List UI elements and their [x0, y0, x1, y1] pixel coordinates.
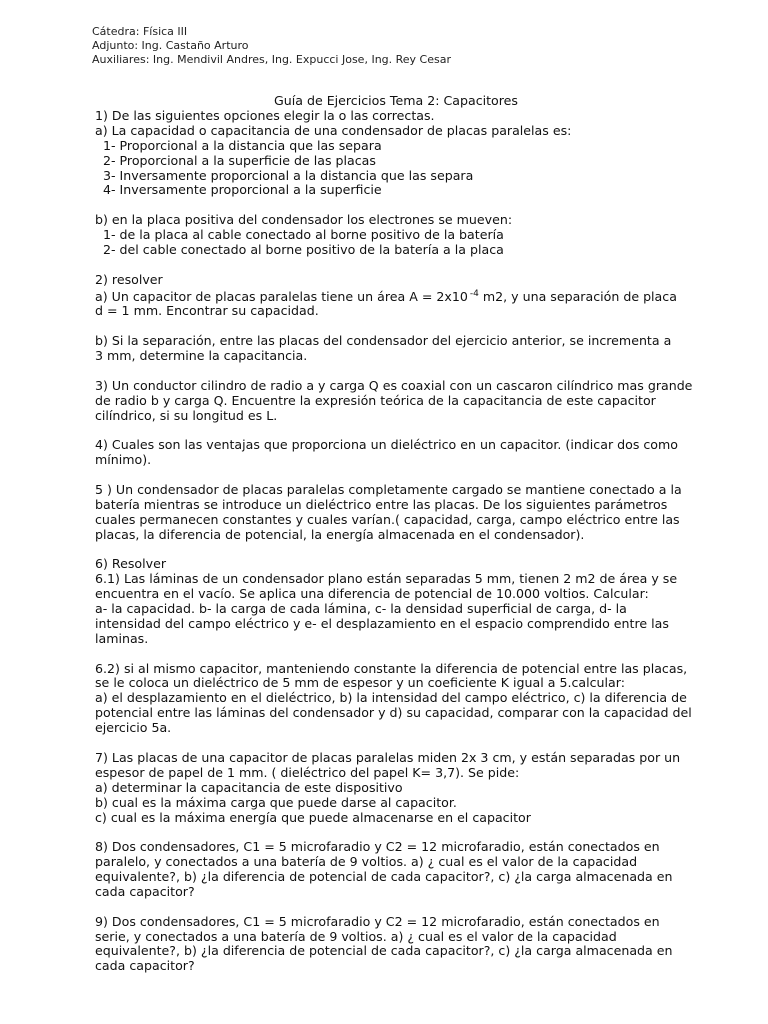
q6-2-line: ejercicio 5a.	[95, 720, 172, 736]
q1b-option: 2- del cable conectado al borne positivo de la batería a la placa	[103, 241, 504, 257]
q2a-line	[95, 290, 725, 305]
header-adjunto: Adjunto: Ing. Castaño Arturo	[92, 39, 249, 52]
q6-2-line: a) el desplazamiento en el dieléctrico, b) la intensidad del campo eléctrico, c) la diferencia de	[95, 690, 687, 706]
q8-line: cada capacitor?	[95, 883, 195, 899]
q9-line: 9) Dos condensadores, C1 = 5 microfaradio y C2 = 12 microfaradio, están conectados en	[95, 913, 660, 929]
q6-1-line: encuentra en el vacío. Se aplica una diferencia de potencial de 10.000 voltios. Calcular:	[95, 586, 649, 602]
q4-line: 4) Cuales son las ventajas que proporciona un dieléctrico en un capacitor. (indicar dos como	[95, 437, 678, 453]
q6-1-line: 6.1) Las láminas de un condensador plano están separadas 5 mm, tienen 2 m2 de área y se	[95, 571, 678, 587]
q9-line: equivalente?, b) ¿la diferencia de potencial de cada capacitor?, c) ¿la carga almacenada en	[95, 943, 673, 959]
q2a-exponent: -4	[469, 288, 479, 299]
q3-line: de radio b y carga Q. Encuentre la expresión teórica de la capacitancia de este capacitor	[95, 392, 656, 408]
q6-1-line: intensidad del campo eléctrico y e- el desplazamiento en el espacio comprendido entre las	[95, 615, 669, 631]
q9-line: cada capacitor?	[95, 958, 195, 974]
q6-1-line: laminas.	[95, 630, 149, 646]
q1a-option: 3- Inversamente proporcional a la distancia que las separa	[103, 167, 474, 183]
q3-line: 3) Un conductor cilindro de radio a y carga Q es coaxial con un cascaron cilíndrico mas grande	[95, 377, 693, 393]
q5-line: 5 ) Un condensador de placas paralelas completamente cargado se mantiene conectado a la	[95, 481, 682, 497]
q7-line: c) cual es la máxima energía que puede almacenarse en el capacitor	[95, 809, 531, 825]
q5-line: batería mientras se introduce un dieléctrico entre las placas. De los siguientes parámetros	[95, 496, 668, 512]
q2a-pre: a) Un capacitor de placas paralelas tiene un área A = 2x10	[95, 288, 468, 304]
q7-line: a) determinar la capacitancia de este dispositivo	[95, 779, 403, 795]
q5-line: placas, la diferencia de potencial, la energía almacenada en el condensador).	[95, 526, 585, 542]
q1b-text: b) en la placa positiva del condensador los electrones se mueven:	[95, 212, 513, 228]
q2a-line: d = 1 mm. Encontrar su capacidad.	[95, 303, 319, 319]
q2b-line: 3 mm, determine la capacitancia.	[95, 348, 308, 364]
q1a-option: 4- Inversamente proporcional a la superficie	[103, 182, 382, 198]
q7-line: 7) Las placas de una capacitor de placas paralelas miden 2x 3 cm, y están separadas por un	[95, 749, 681, 765]
q1-intro: 1) De las siguientes opciones elegir la o las correctas.	[95, 107, 435, 123]
q6-intro: 6) Resolver	[95, 556, 167, 572]
page-title: Guía de Ejercicios Tema 2: Capacitores	[274, 93, 518, 108]
exercise-list	[95, 94, 725, 974]
q6-2-line: 6.2) si al mismo capacitor, manteniendo constante la diferencia de potencial entre las placas,	[95, 660, 688, 676]
q3-line: cilíndrico, si su longitud es L.	[95, 407, 278, 423]
q5-line: cuales permanecen constantes y cuales varían.( capacidad, carga, campo eléctrico entre las	[95, 511, 680, 527]
q4-line: mínimo).	[95, 452, 152, 468]
q6-2-line: se le coloca un dieléctrico de 5 mm de espesor y un coeficiente K igual a 5.calcular:	[95, 675, 625, 691]
q6-1-line: a- la capacidad. b- la carga de cada lámina, c- la densidad superficial de carga, d- la	[95, 601, 627, 617]
q9-line: serie, y conectados a una batería de 9 voltios. a) ¿ cual es el valor de la capacidad	[95, 928, 617, 944]
q8-line: equivalente?, b) ¿la diferencia de potencial de cada capacitor?, c) ¿la carga almacenada en	[95, 869, 673, 885]
document-header	[92, 25, 451, 67]
q7-line: espesor de papel de 1 mm. ( dieléctrico del papel K= 3,7). Se pide:	[95, 764, 520, 780]
q6-2-line: potencial entre las láminas del condensador y d) su capacidad, comparar con la capacidad del	[95, 705, 692, 721]
q1a-option: 1- Proporcional a la distancia que las separa	[103, 137, 382, 153]
q8-line: paralelo, y conectados a una batería de 9 voltios. a) ¿ cual es el valor de la capacidad	[95, 854, 638, 870]
q8-line: 8) Dos condensadores, C1 = 5 microfaradio y C2 = 12 microfaradio, están conectados en	[95, 839, 660, 855]
q2a-post: m2, y una separación de placa	[478, 288, 677, 304]
header-catedra: Cátedra: Física III	[92, 25, 188, 38]
q7-line: b) cual es la máxima carga que puede darse al capacitor.	[95, 794, 457, 810]
q1a-text: a) La capacidad o capacitancia de una condensador de placas paralelas es:	[95, 122, 572, 138]
q2b-line: b) Si la separación, entre las placas del condensador del ejercicio anterior, se incrementa a	[95, 333, 672, 349]
q1a-option: 2- Proporcional a la superficie de las placas	[103, 152, 376, 168]
q2-intro: 2) resolver	[95, 271, 163, 287]
header-auxiliares: Auxiliares: Ing. Mendivil Andres, Ing. Expucci Jose, Ing. Rey Cesar	[92, 53, 452, 66]
q1b-option: 1- de la placa al cable conectado al borne positivo de la batería	[103, 227, 504, 243]
